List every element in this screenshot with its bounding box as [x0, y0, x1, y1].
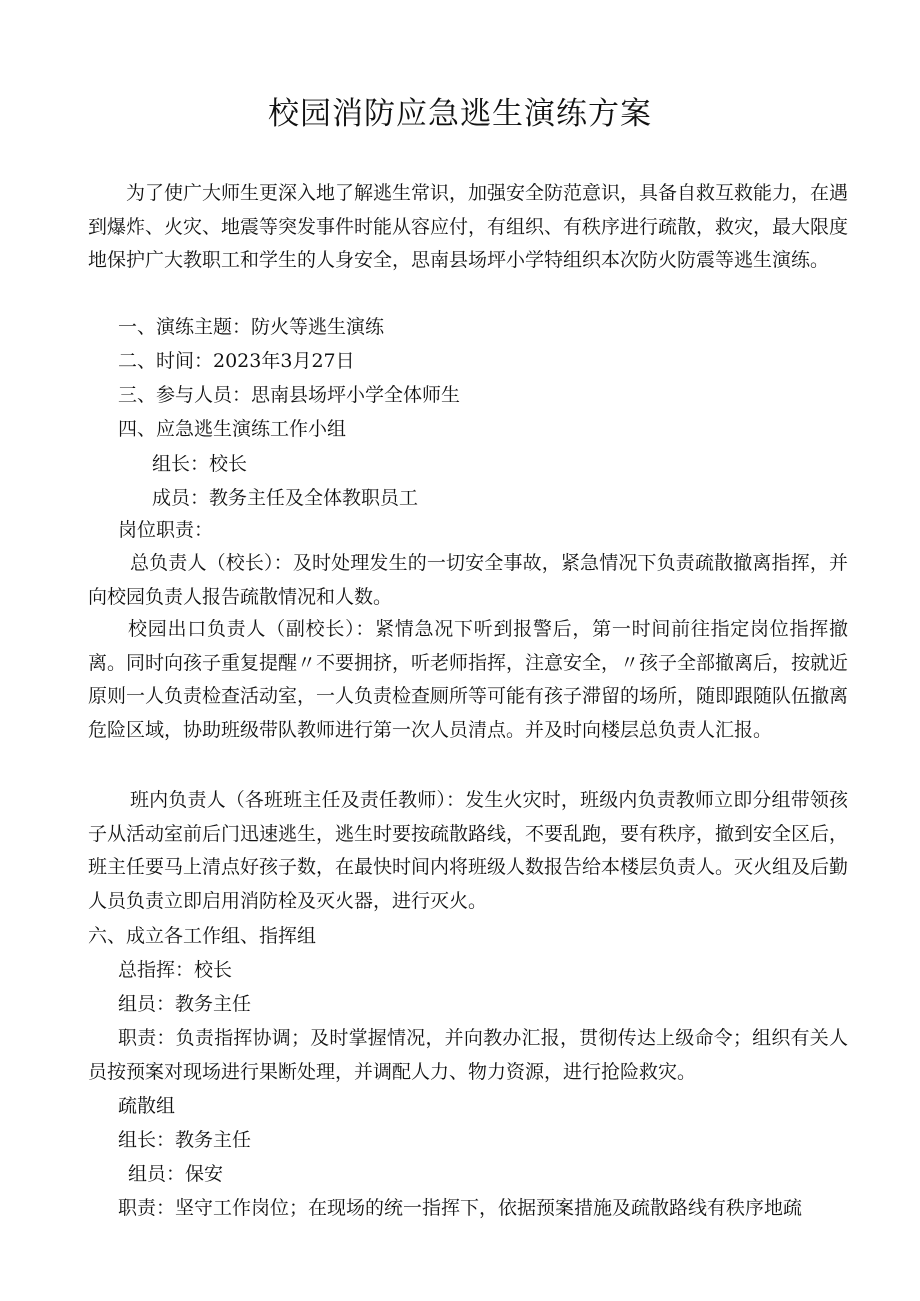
document-title: 校园消防应急逃生演练方案: [268, 96, 652, 132]
section-six: 六、成立各工作组、指挥组: [88, 925, 317, 947]
evacuation-leader: 组长：教务主任: [118, 1129, 252, 1151]
intro-paragraph: 为了使广大师生更深入地了解逃生常识，加强安全防范意识，具备自救互救能力，在遇到爆炸、火灾、地震等突发事件时能从容应付，有组织、有秩序进行疏散，救灾，最大限度地保护广大教职工和学生的人身安全，思南县场坪小学特组织本次防火防震等逃生演练。: [88, 182, 849, 272]
duty-exit-paragraph: 校园出口负责人（副校长）：紧情急况下听到报警后，第一时间前往指定岗位指挥撤离。同时向孩子重复提醒〃不要拥挤，听老师指挥，注意安全，〃孩子全部撤离后，按就近原则一人负责检查活动室，一人负责检查厕所等可能有孩子滞留的场所，随即跟随队伍撤离危险区域，协助班级带队教师进行第一次人员清点。并及时向楼层总负责人汇报。: [88, 618, 849, 741]
evacuation-duty: 职责：坚守工作岗位；在现场的统一指挥下，依据预案措施及疏散路线有秩序地疏: [118, 1197, 803, 1219]
commander: 总指挥：校长: [118, 959, 233, 981]
duty-class-paragraph: 班内负责人（各班班主任及责任教师）：发生火灾时，班级内负责教师立即分组带领孩子从活动室前后门迅速逃生，逃生时要按疏散路线，不要乱跑，要有秩序，撤到安全区后，班主任要马上清点好孩子数，在最快时间内将班级人数报告给本楼层负责人。灭火组及后勤人员负责立即启用消防栓及灭火器，进行灭火。: [88, 789, 849, 912]
command-duty-paragraph: 职责：负责指挥协调；及时掌握情况，并向教办汇报，贯彻传达上级命令；组织有关人员按预案对现场进行果断处理，并调配人力、物力资源，进行抢险救灾。: [88, 1027, 848, 1083]
duties-heading: 岗位职责：: [118, 519, 214, 541]
duty-chief-paragraph: 总负责人（校长）：及时处理发生的一切安全事故，紧急情况下负责疏散撤离指挥，并向校园负责人报告疏散情况和人数。: [88, 552, 848, 608]
command-members: 组员：教务主任: [118, 993, 252, 1015]
evacuation-members: 组员：保安: [128, 1163, 224, 1185]
group-leader: 组长：校长: [152, 453, 248, 475]
group-members: 成员：教务主任及全体教职员工: [152, 487, 419, 509]
evacuation-group-heading: 疏散组: [118, 1095, 176, 1117]
section-participants: 三、参与人员：思南县场坪小学全体师生: [118, 384, 461, 406]
section-theme: 一、演练主题：防火等逃生演练: [118, 316, 385, 338]
section-work-group: 四、应急逃生演练工作小组: [118, 418, 347, 440]
section-time: 二、时间：2023年3月27日: [118, 350, 355, 372]
